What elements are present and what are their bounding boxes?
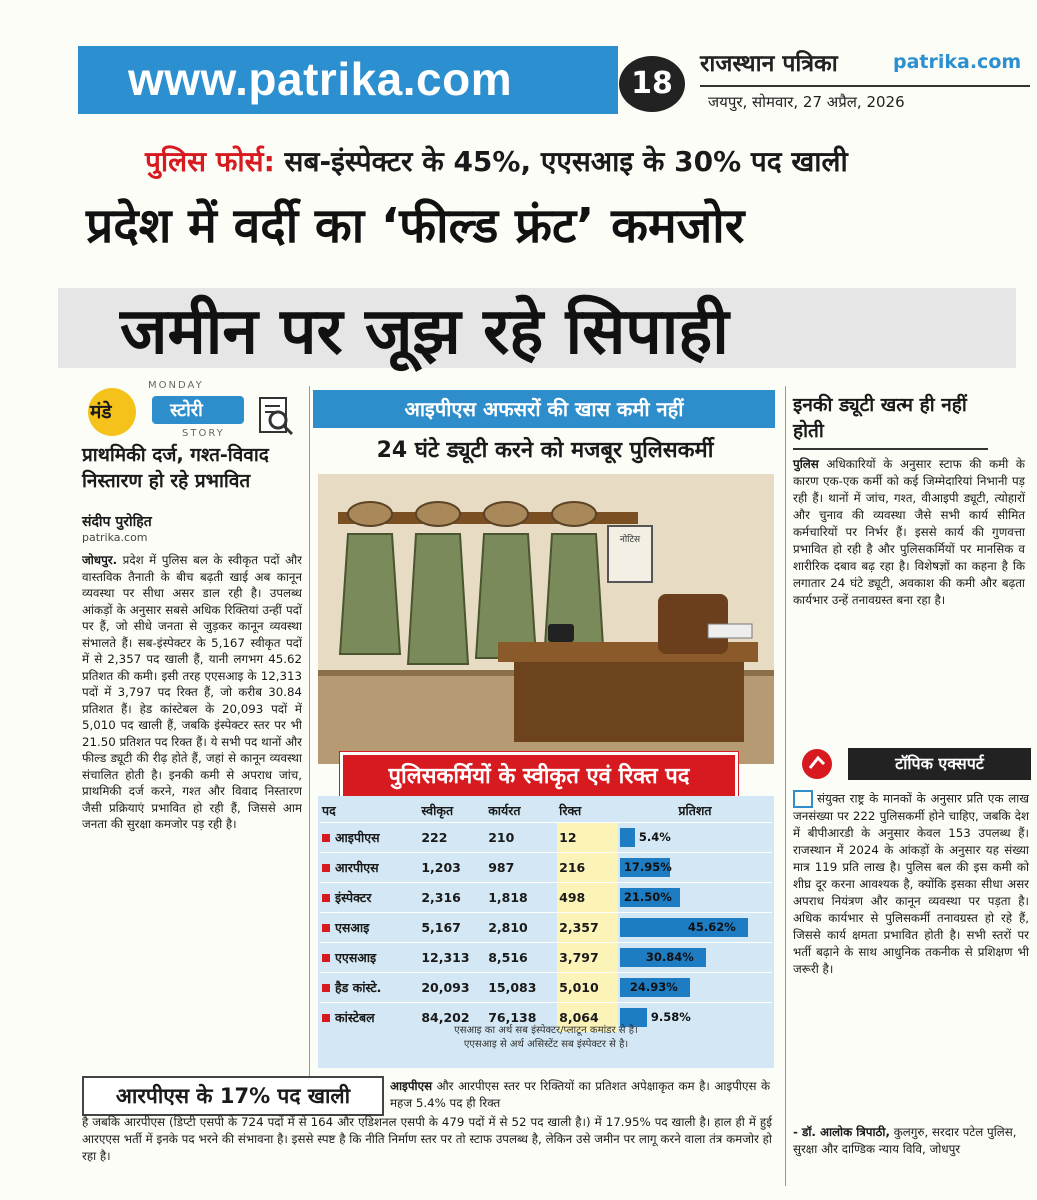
newspaper-name: राजस्थान पत्रिका (700, 51, 838, 77)
rps-body (390, 1078, 770, 1112)
percent-label: 30.84% (645, 950, 694, 964)
post-label: आइपीएस (335, 830, 380, 845)
right-story-text: अधिकारियों के अनुसार स्टाफ की कमी के कारण एक-एक कर्मी को कई जिम्मेदारियां निभानी पड़ रही हैं। थानों में जांच, गश्त, वीआइपी ड्यूटी, त्योहारों और चुनाव की व्यवस्था जैसे सभी कार्य सीमित कर्मचारियों पर निर्भर हैं। इससे कार्य की गुणवत्ता प्रभावित हो रही है और पुलिसकर्मियों पर मानसिक व शारीरिक दबाव बढ़ रहा है। विशेषज्ञों का कहना है कि लगातार 24 घंटे ड्यूटी, अवकाश की कमी और बढ़ता कार्यभार उन्हें तनावग्रस्त बना रहा है। (793, 457, 1025, 607)
expert-title: कुलगुरु, सरदार पटेल पुलिस, सुरक्षा और दाण्डिक न्याय विवि, जोधपुर (793, 1125, 1017, 1156)
table-footnote (318, 1024, 774, 1052)
cell-percent (618, 853, 772, 883)
kicker-red: पुलिस फोर्स: (145, 145, 275, 178)
headline-main: प्रदेश में वर्दी का ‘फील्ड फ्रंट’ कमजोर (86, 198, 745, 254)
cell-vacant: 5,010 (557, 973, 618, 1003)
cell-percent (618, 823, 772, 853)
right-story-body (793, 456, 1025, 609)
center-banner: आइपीएस अफसरों की खास कमी नहीं (313, 390, 775, 428)
col-header-sanctioned: स्वीकृत (421, 802, 454, 818)
left-story-body (82, 552, 302, 1062)
cell-percent (618, 913, 772, 943)
col-header-vacant: रिक्त (559, 802, 582, 818)
rps-banner: आरपीएस के 17% पद खाली (82, 1076, 384, 1116)
cell-working: 8,516 (488, 950, 528, 965)
cell-working: 1,818 (488, 890, 528, 905)
cell-sanctioned: 5,167 (421, 920, 461, 935)
bullet-square-icon (322, 954, 330, 962)
percent-label: 5.4% (638, 830, 671, 844)
cell-working: 210 (488, 830, 515, 845)
notepad-magnifier-icon (260, 398, 292, 434)
col-header-working: कार्यरत (488, 802, 521, 818)
cell-vacant: 8,064 (557, 1003, 618, 1033)
bullet-square-icon (322, 1014, 330, 1022)
table-row (320, 853, 772, 883)
right-story-head: इनकी ड्यूटी खत्म ही नहीं होती (793, 394, 967, 442)
cell-vacant: 498 (557, 883, 618, 913)
expert-text: संयुक्त राष्ट्र के मानकों के अनुसार प्रति एक लाख जनसंख्या पर 222 पुलिसकर्मी होने चाहिए, जबकि देश में बीपीआरडी के अनुसार केवल 153 उपलब्ध हैं। राजस्थान में 2024 के आंकड़ों के अनुसार यह संख्या मात्र 119 प्रति लाख है। पुलिस बल की इस कमी को शीघ्र दूर करना आवश्यक है, क्योंकि इसका सीधा असर अपराध नियंत्रण और कानून व्यवस्था पर पड़ता है। अधिक कार्यभार से पुलिसकर्मी तनावग्रस्त हो रहे हैं, जिससे कार्य क्षमता प्रभावित होती है। सभी स्तरों पर भर्ती बढ़ाने के साथ आधुनिक तकनीक से प्रशिक्षण भी जरूरी है। (793, 791, 1029, 976)
mande-label: मंडे (90, 401, 112, 423)
cell-sanctioned: 222 (421, 830, 448, 845)
cell-post (320, 853, 419, 883)
cell-percent (618, 883, 772, 913)
bullet-square-icon (322, 864, 330, 872)
expert-name: - डॉ. आलोक त्रिपाठी, (793, 1125, 890, 1139)
column-divider (785, 386, 786, 1186)
right-lead: पुलिस (793, 457, 819, 471)
newspaper-site[interactable]: patrika.com (893, 51, 1022, 73)
percent-label: 21.50% (623, 890, 672, 904)
vacancy-table (320, 798, 772, 1032)
percent-label: 9.58% (650, 1010, 691, 1024)
col-header-percent: प्रतिशत (678, 802, 712, 818)
bullet-square-icon (322, 924, 330, 932)
cell-working: 987 (488, 860, 515, 875)
center-subhead: 24 घंटे ड्यूटी करने को मजबूर पुलिसकर्मी (376, 438, 714, 463)
rps-body-continued: है जबकि आरपीएस (डिप्टी एसपी के 724 पदों में से 164 और एडिशनल एसपी के 479 पदों में से 52 पद खाली है।) में 17.95% पद खाली है। हाल ही में हुई आरएएस भर्ती में इनके पद भरने की संभावना है। इससे स्पष्ट है कि नीति निर्माण स्तर पर तो स्टाफ उपलब्ध है, लेकिन उसे जमीन पर लागू करने वाला तंत्र कमजोर हो रहा है। (82, 1115, 772, 1163)
dateline: जोधपुर. (82, 553, 118, 567)
cell-post (320, 943, 419, 973)
kicker-text: सब-इंस्पेक्टर के 45%, एएसआइ के 30% पद खाली (274, 145, 848, 178)
cell-vacant: 3,797 (557, 943, 618, 973)
cell-post (320, 913, 419, 943)
cell-sanctioned: 12,313 (421, 950, 470, 965)
byline-author: संदीप पुरोहित (82, 514, 152, 530)
monday-story-logo (82, 382, 302, 442)
cell-percent (618, 943, 772, 973)
table-row (320, 913, 772, 943)
table-header-row (320, 798, 772, 823)
monday-label: MONDAY (148, 380, 204, 391)
bullet-square-icon (322, 834, 330, 842)
byline-site: patrika.com (82, 531, 148, 544)
table-row (320, 943, 772, 973)
percent-bar (620, 828, 635, 847)
post-label: इंस्पेक्टर (335, 890, 372, 905)
cell-working: 15,083 (488, 980, 537, 995)
rps-text: और आरपीएस स्तर पर रिक्तियों का प्रतिशत अपेक्षाकृत कम है। आइपीएस के महज 5.4% पद ही रिक्त (390, 1079, 770, 1110)
kicker-headline (145, 142, 848, 180)
cell-vacant: 12 (557, 823, 618, 853)
bullet-square-icon (322, 894, 330, 902)
expert-body (793, 790, 1029, 978)
topic-expert-label: टॉपिक एक्सपर्ट (848, 748, 1031, 780)
cell-sanctioned: 1,203 (421, 860, 461, 875)
column-divider (309, 386, 310, 1076)
cell-vacant: 2,357 (557, 913, 618, 943)
post-label: कांस्टेबल (335, 1010, 375, 1025)
post-label: एएसआइ (335, 950, 377, 965)
footnote-line: एसआइ का अर्थ सब इंस्पेक्टर/प्लाटून कमांडर से है। (454, 1025, 638, 1036)
col-header-post: पद (322, 802, 336, 818)
cell-post (320, 973, 419, 1003)
percent-label: 17.95% (623, 860, 672, 874)
post-label: आरपीएस (335, 860, 379, 875)
story-label: स्टोरी (170, 400, 203, 421)
headline-large: जमीन पर जूझ रहे सिपाही (120, 295, 729, 369)
table-title-banner: पुलिसकर्मियों के स्वीकृत एवं रिक्त पद (340, 752, 738, 802)
story-en-label: STORY (182, 428, 225, 439)
percent-label: 45.62% (687, 920, 736, 934)
cell-post (320, 823, 419, 853)
left-story-subhead: प्राथमिकी दर्ज, गश्त-विवाद निस्तारण हो रहे प्रभावित (82, 444, 269, 492)
table-row (320, 883, 772, 913)
percent-label: 24.93% (629, 980, 678, 994)
cell-sanctioned: 2,316 (421, 890, 461, 905)
page-number: 18 (619, 56, 685, 112)
table-row (320, 973, 772, 1003)
cell-working: 76,138 (488, 1010, 537, 1025)
rps-lead: आइपीएस (390, 1079, 433, 1093)
cell-sanctioned: 20,093 (421, 980, 470, 995)
edition-dateline: जयपुर, सोमवार, 27 अप्रैल, 2026 (708, 93, 905, 111)
cell-vacant: 216 (557, 853, 618, 883)
post-label: एसआइ (335, 920, 370, 935)
site-url[interactable]: www.patrika.com (128, 53, 513, 105)
expert-signature (793, 1124, 1029, 1158)
cell-post (320, 883, 419, 913)
header-divider (700, 85, 1030, 87)
cell-percent (618, 973, 772, 1003)
post-label: हैड कांस्टे. (335, 980, 382, 995)
footnote-line: एएसआइ से अर्थ असिस्टेंट सब इंस्पेक्टर से है। (463, 1039, 629, 1050)
right-head-underline (793, 448, 988, 450)
notice-text: नोटिस (619, 535, 641, 545)
table-row (320, 823, 772, 853)
cell-sanctioned: 84,202 (421, 1010, 470, 1025)
left-story-text: प्रदेश में पुलिस बल के स्वीकृत पदों और वास्तविक तैनाती के बीच बढ़ती खाई अब कानून व्यवस्था पर सीधा असर डाल रही है। उपलब्ध आंकड़ों के अनुसार सबसे अधिक रिक्तियां उन्हीं पदों पर हैं, जो सीधे जनता से जुड़कर कानून व्यवस्था संभालते हैं। सब-इंस्पेक्टर के 5,167 स्वीकृत पदों में से 2,357 पद खाली हैं, यानी लगभग 45.62 प्रतिशत की कमी। इसी तरह एएसआइ के 12,313 पदों में 3,797 पद रिक्त हैं, जो करीब 30.84 प्रतिशत हैं। हेड कांस्टेबल के 20,093 पदों में 5,010 पद खाली हैं, जबकि इंस्पेक्टर स्तर पर भी 21.50 प्रतिशत पद रिक्त हैं। ये सभी पद थानों और फील्ड ड्यूटी की रीढ़ होते हैं, जहां से कानून व्यवस्था संचालित होती है। इनकी कमी से अपराध जांच, प्राथमिकी दर्ज करने, गश्त और विवाद निस्तारण जैसी प्रक्रियाएं प्रभावित हो रही हैं, जिससे आम जनता की सुरक्षा कमजोर पड़ रही है। (82, 553, 302, 831)
cell-working: 2,810 (488, 920, 528, 935)
bullet-square-icon (322, 984, 330, 992)
quote-icon (793, 790, 813, 808)
police-office-illustration (318, 474, 774, 764)
